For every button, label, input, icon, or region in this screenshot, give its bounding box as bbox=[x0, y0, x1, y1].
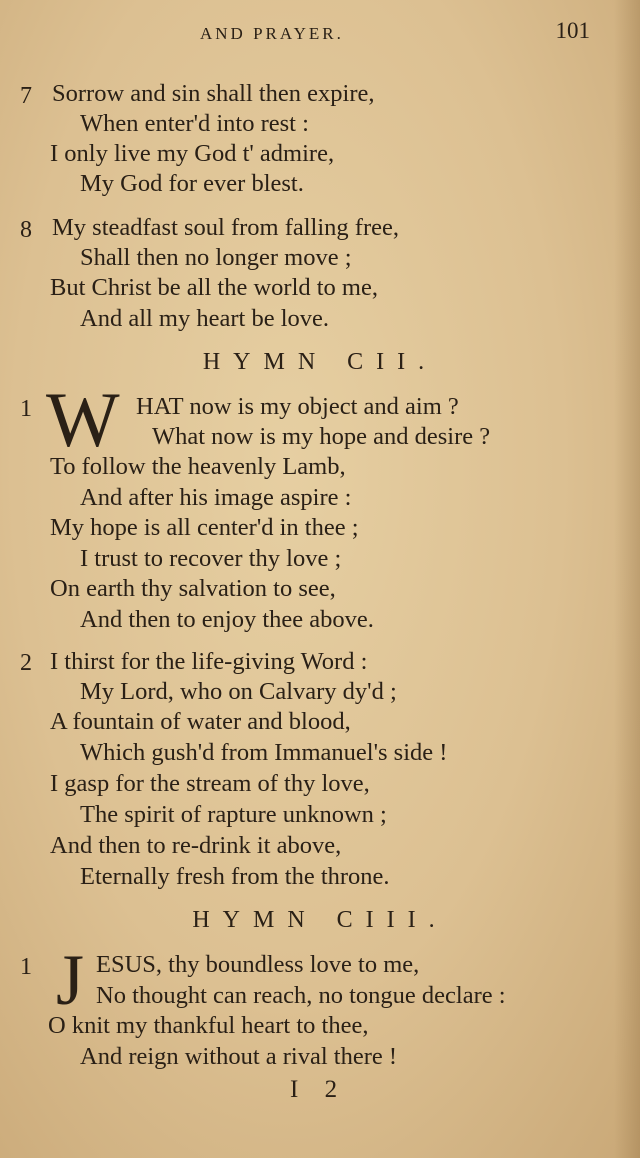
verse-line: I only live my God t' admire, bbox=[50, 140, 335, 167]
verse-number: 1 bbox=[20, 396, 32, 422]
verse-line: Sorrow and sin shall then expire, bbox=[52, 80, 375, 107]
verse-line: No thought can reach, no tongue declare : bbox=[96, 982, 506, 1009]
verse-line: What now is my hope and desire ? bbox=[152, 423, 491, 450]
hymn-heading: HYMN CII. bbox=[202, 349, 438, 375]
verse-line: A fountain of water and blood, bbox=[50, 708, 351, 735]
verse-line: To follow the heavenly Lamb, bbox=[50, 453, 346, 480]
verse-line: I trust to recover thy love ; bbox=[80, 545, 342, 572]
verse-number: 7 bbox=[20, 83, 32, 109]
verse-line: O knit my thankful heart to thee, bbox=[48, 1012, 369, 1039]
verse-number: 8 bbox=[20, 217, 32, 243]
verse-line: And reign without a rival there ! bbox=[80, 1043, 398, 1070]
running-head: AND PRAYER. bbox=[200, 24, 344, 43]
verse-line: My steadfast soul from falling free, bbox=[52, 214, 399, 241]
verse-line: And after his image aspire : bbox=[80, 484, 352, 511]
hymn-heading: HYMN CIII. bbox=[192, 907, 448, 933]
signature-mark: I 2 bbox=[290, 1076, 348, 1103]
verse-line: Eternally fresh from the throne. bbox=[80, 863, 390, 890]
page-number: 101 bbox=[555, 18, 590, 43]
page-edge-shadow bbox=[614, 0, 640, 1158]
verse-line: And all my heart be love. bbox=[80, 305, 330, 332]
verse-number: 2 bbox=[20, 650, 32, 676]
verse-line: I thirst for the life-giving Word : bbox=[50, 648, 368, 675]
verse-line: HAT now is my object and aim ? bbox=[136, 393, 459, 420]
verse-line: My Lord, who on Calvary dy'd ; bbox=[80, 678, 397, 705]
verse-line: Which gush'd from Immanuel's side ! bbox=[80, 739, 448, 766]
verse-line: Shall then no longer move ; bbox=[80, 244, 352, 271]
drop-cap: W bbox=[46, 376, 120, 463]
verse-line: When enter'd into rest : bbox=[80, 110, 309, 137]
verse-line: The spirit of rapture unknown ; bbox=[80, 801, 387, 828]
verse-line: On earth thy salvation to see, bbox=[50, 575, 336, 602]
verse-line: And then to re-drink it above, bbox=[50, 832, 342, 859]
drop-cap: J bbox=[56, 940, 85, 1020]
verse-line: I gasp for the stream of thy love, bbox=[50, 770, 370, 797]
verse-line: My hope is all center'd in thee ; bbox=[50, 514, 359, 541]
verse-line: ESUS, thy boundless love to me, bbox=[96, 951, 420, 978]
verse-number: 1 bbox=[20, 954, 32, 980]
verse-line: But Christ be all the world to me, bbox=[50, 274, 378, 301]
verse-line: My God for ever blest. bbox=[80, 170, 304, 197]
verse-line: And then to enjoy thee above. bbox=[80, 606, 374, 633]
